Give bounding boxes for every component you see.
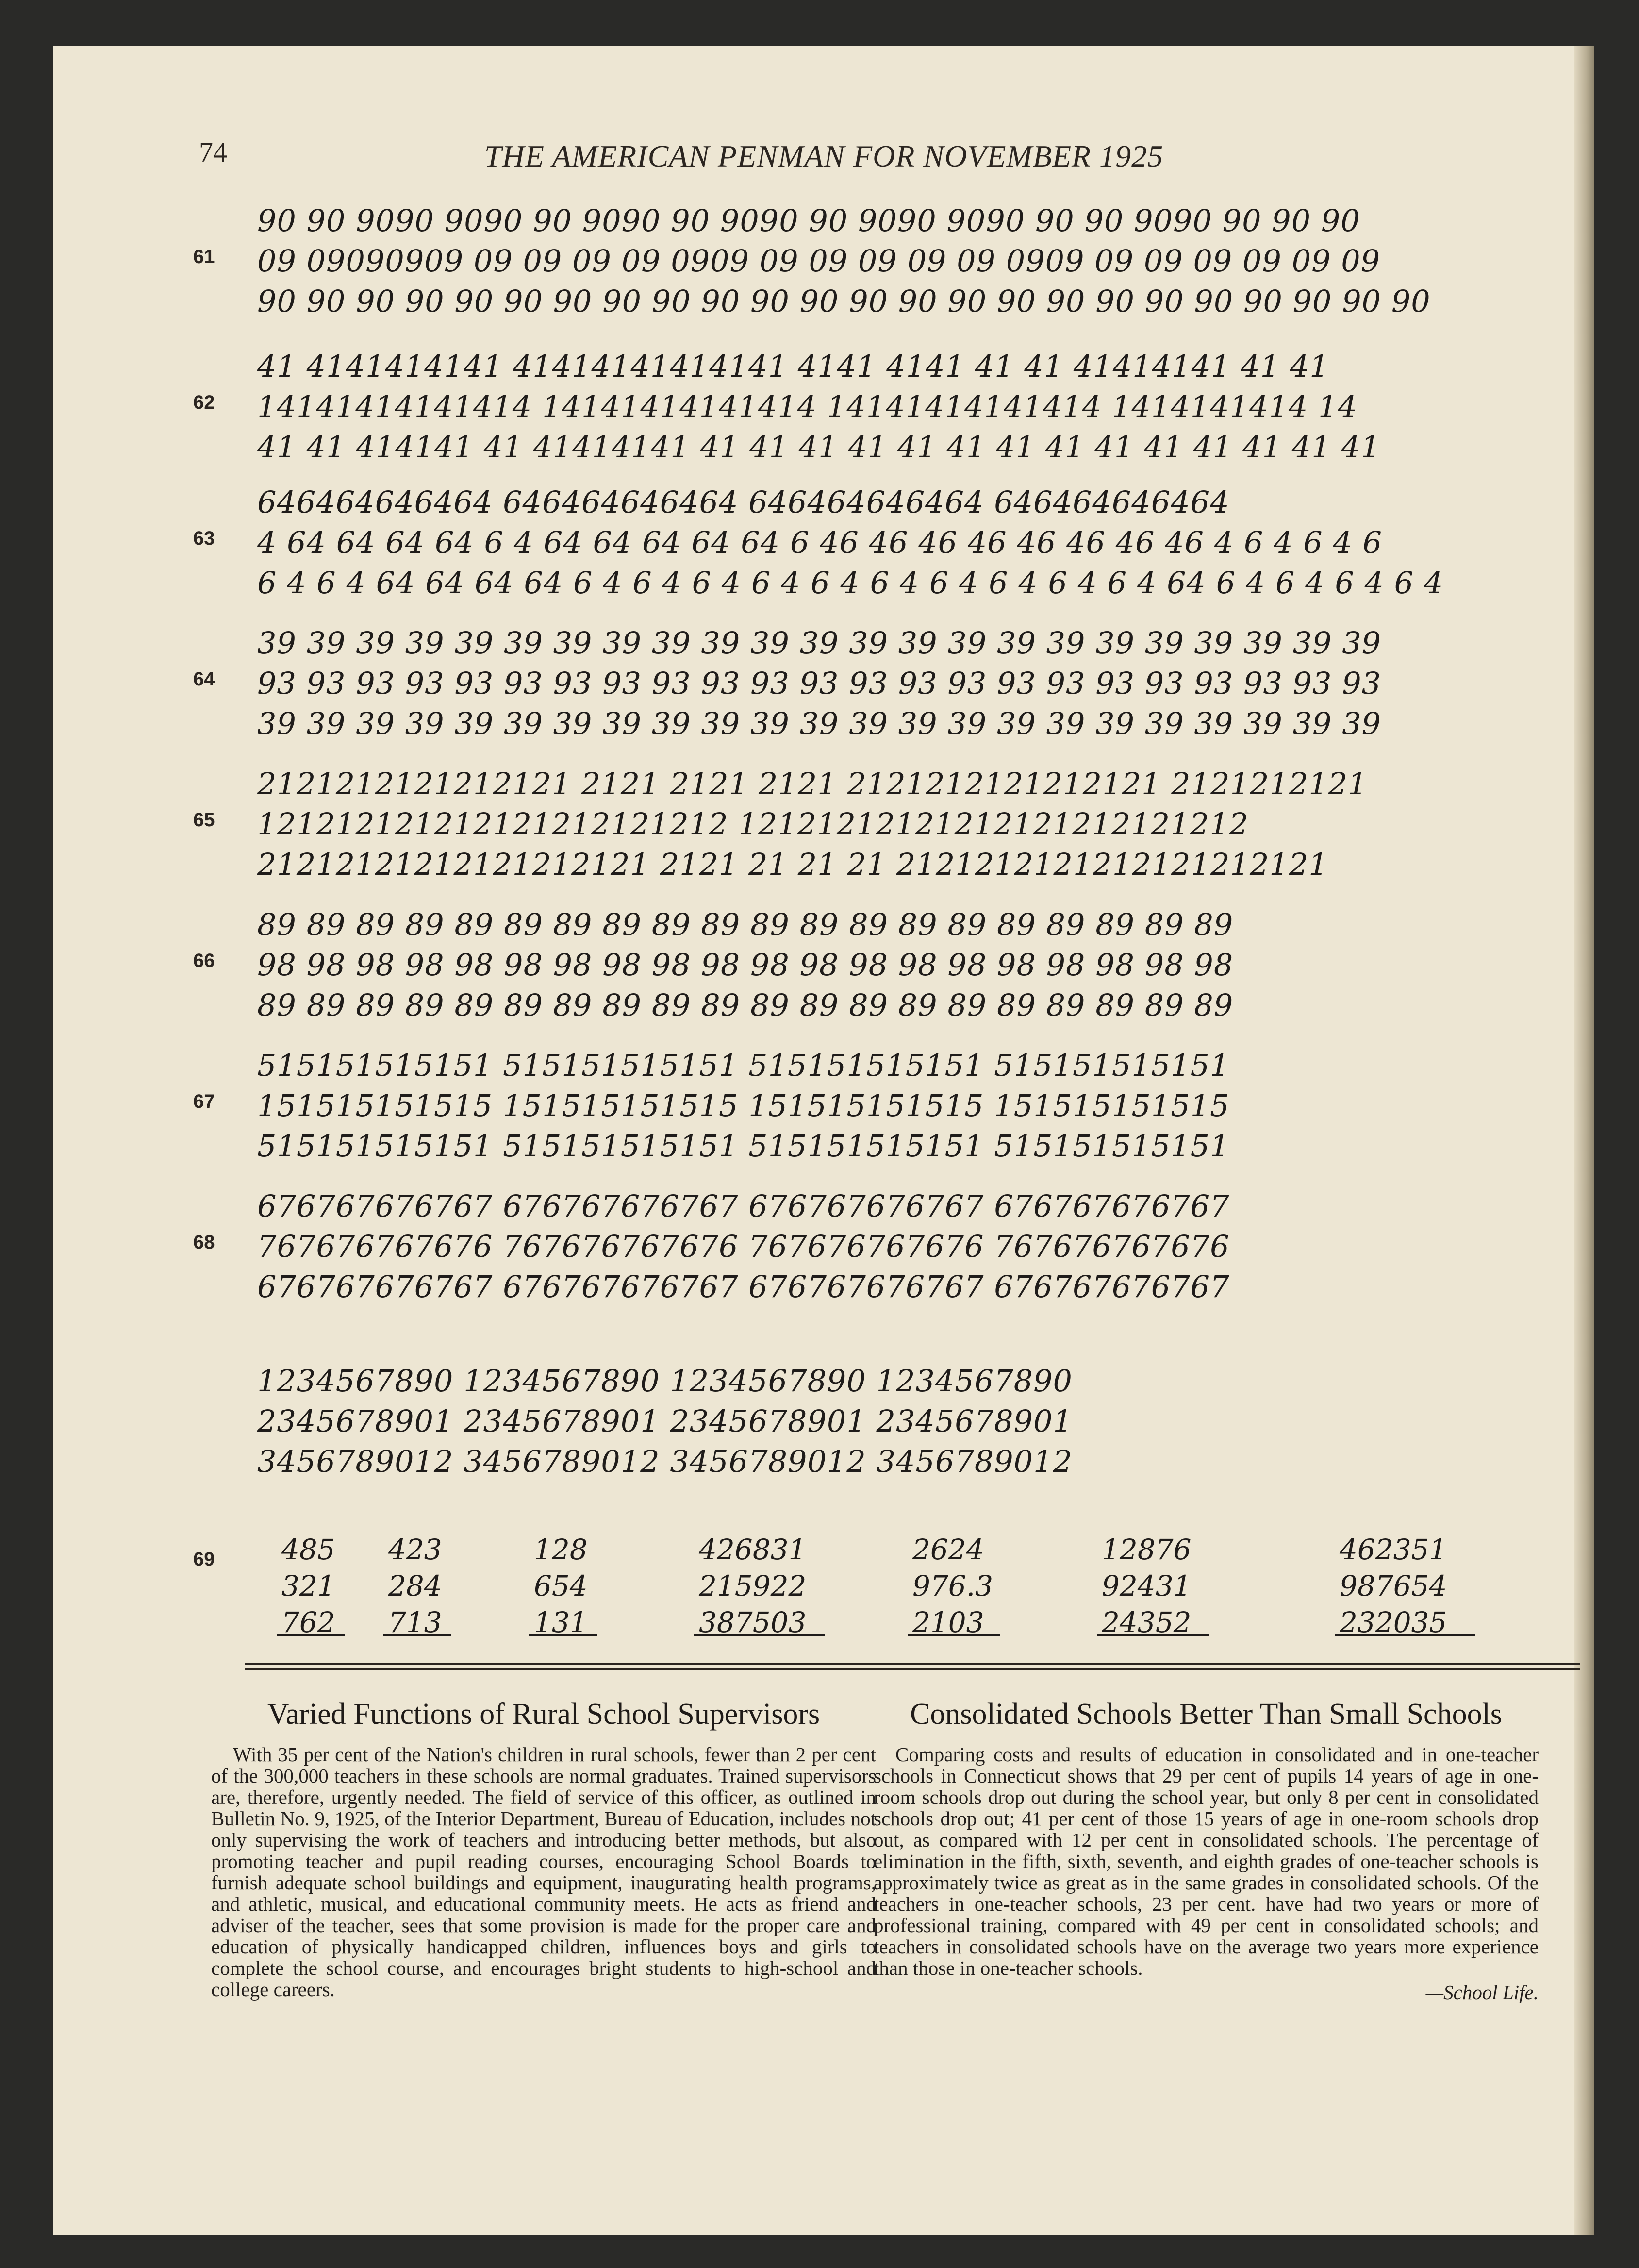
article-source: —School Life.	[1425, 1981, 1539, 2003]
drill-line: 515151515151 515151515151 515151515151 515151515151	[257, 1048, 1230, 1083]
drill-line: 90 90 90 90 90 90 90 90 90 90 90 90 90 90 90 90 90 90 90 90 90 90 90 90	[257, 284, 1431, 319]
drill-line: 90 90 9090 9090 90 9090 90 9090 90 9090 9090 90 90 9090 90 90 90	[257, 203, 1360, 238]
drill-67	[53, 1036, 1594, 1177]
drill-66	[53, 896, 1594, 1036]
drill-line: 121212121212121212121212 12121212121212121212121212	[257, 806, 1249, 842]
addend: 485	[281, 1533, 335, 1566]
drill-line: 41 4141414141 41414141414141 4141 4141 41 41 41414141 41 41	[257, 349, 1329, 384]
drill-62	[53, 337, 1594, 478]
drill-line: 151515151515 151515151515 151515151515 151515151515	[257, 1088, 1230, 1123]
drill-number: 68	[193, 1232, 215, 1253]
sum-underline	[1335, 1634, 1475, 1636]
drill-line: 2345678901 2345678901 2345678901 2345678901	[257, 1403, 1073, 1439]
sum: 131	[534, 1606, 588, 1639]
article-body: With 35 per cent of the Nation's children in rural schools, fewer than 2 per cent of the 300,000 teachers in these schools are normal graduates. Trained supervisors are, therefore, urgently needed. The field of service of this officer, as outlined in Bulletin No. 9, 1925, of the Interior Department, Bureau of Education, includes not only supervising the work of teachers and introducing better methods, but also promoting teacher and pupil reading courses, encouraging School Boards to furnish adequate school buildings and equipment, inaugurating health programs, and athletic, musical, and educational community meets. He acts as friend and adviser of the teacher, sees that some provision is made for the proper care and education of physically handicapped children, influences boys and girls to complete the school course, and encourages bright students to high-school and college careers.	[211, 1743, 876, 2001]
drill-line: 09 09090909 09 09 09 09 0909 09 09 09 09 09 0909 09 09 09 09 09 09	[257, 243, 1381, 279]
drill-line: 2121212121212121 2121 2121 2121 2121212121212121 2121212121	[257, 766, 1368, 801]
drill-line: 39 39 39 39 39 39 39 39 39 39 39 39 39 39 39 39 39 39 39 39 39 39 39	[257, 706, 1382, 741]
drill-number: 63	[193, 528, 215, 549]
sum: 232035	[1340, 1606, 1447, 1639]
drill-line: 676767676767 676767676767 676767676767 676767676767	[257, 1269, 1230, 1304]
drill-68	[53, 1177, 1594, 1318]
drill-line: 14141414141414 14141414141414 14141414141414 1414141414 14	[257, 389, 1358, 424]
addend: 654	[534, 1569, 588, 1602]
addend: 423	[388, 1533, 442, 1566]
drill-number: 61	[193, 246, 215, 267]
addend: 976.3	[912, 1569, 993, 1602]
section-rule	[245, 1663, 1580, 1665]
drill-number: 62	[193, 392, 215, 413]
sum: 24352	[1102, 1606, 1192, 1639]
sum: 2103	[912, 1606, 984, 1639]
drill-line: 676767676767 676767676767 676767676767 676767676767	[257, 1188, 1230, 1224]
section-rule	[245, 1668, 1580, 1670]
drill-number: 64	[193, 668, 215, 690]
drill-line: 646464646464 646464646464 646464646464 646464646464	[257, 484, 1230, 520]
drill-69	[53, 1524, 1594, 1655]
drill-line: 93 93 93 93 93 93 93 93 93 93 93 93 93 93 93 93 93 93 93 93 93 93 93	[257, 666, 1382, 701]
drill-line: 21212121212121212121 2121 21 21 21 2121212121212121212121	[257, 847, 1328, 882]
drill-line: 515151515151 515151515151 515151515151 515151515151	[257, 1128, 1230, 1164]
addend: 92431	[1102, 1569, 1192, 1602]
addition-problem	[699, 1524, 903, 1651]
addend: 426831	[699, 1533, 807, 1566]
addend: 987654	[1340, 1569, 1447, 1602]
addend: 215922	[699, 1569, 807, 1602]
addend: 12876	[1102, 1533, 1192, 1566]
drill-line: 767676767676 767676767676 767676767676 767676767676	[257, 1229, 1230, 1264]
sum-underline	[694, 1634, 825, 1636]
sum-underline	[1097, 1634, 1209, 1636]
drill-line: 89 89 89 89 89 89 89 89 89 89 89 89 89 89 89 89 89 89 89 89	[257, 907, 1234, 942]
sum-underline	[277, 1634, 345, 1636]
addend: 284	[388, 1569, 442, 1602]
addend: 2624	[912, 1533, 984, 1566]
sum-underline	[383, 1634, 451, 1636]
drill-number: 67	[193, 1091, 215, 1112]
addend: 462351	[1340, 1533, 1447, 1566]
drill-numerals	[53, 1352, 1594, 1493]
addend: 321	[281, 1569, 335, 1602]
article-title: Varied Functions of Rural School Supervisors	[267, 1698, 820, 1731]
sum-underline	[908, 1634, 1000, 1636]
drill-line: 1234567890 1234567890 1234567890 1234567890	[257, 1363, 1073, 1399]
drill-line: 89 89 89 89 89 89 89 89 89 89 89 89 89 89 89 89 89 89 89 89	[257, 987, 1234, 1023]
drill-line: 6 4 6 4 64 64 64 64 6 4 6 4 6 4 6 4 6 4 6 4 6 4 6 4 6 4 6 4 64 6 4 6 4 6 4 6 4	[257, 565, 1444, 600]
article-consolidated-schools	[874, 1697, 1539, 2004]
book-page	[53, 46, 1594, 2235]
running-head: THE AMERICAN PENMAN FOR NOVEMBER 1925	[484, 139, 1164, 173]
drill-64	[53, 614, 1594, 755]
addend: 128	[534, 1533, 588, 1566]
article-title: Consolidated Schools Better Than Small Schools	[910, 1698, 1502, 1731]
addition-problem	[1340, 1524, 1543, 1651]
drill-line: 41 41 414141 41 41414141 41 41 41 41 41 41 41 41 41 41 41 41 41 41	[257, 429, 1381, 465]
sum-underline	[529, 1634, 597, 1636]
drill-63	[53, 473, 1594, 614]
addition-problem	[1102, 1524, 1306, 1651]
sum: 762	[281, 1606, 335, 1639]
sum: 387503	[699, 1606, 807, 1639]
drill-number: 69	[193, 1549, 215, 1570]
drill-number: 66	[193, 950, 215, 971]
article-body: Comparing costs and results of education in consolidated and in one-teacher schools in Connecticut shows that 29 per cent of pupils 14 years of age in one-room schools drop out during the school year, but only 8 per cent in consolidated schools drop out; 41 per cent of those 15 years of age in one-room schools drop out, as compared with 12 per cent in consolidated schools. The percentage of elimination in the fifth, sixth, seventh, and eighth grades of one-teacher schools is approximately twice as great as in the same grades in consolidated schools. Of the teachers in one-teacher schools, 23 per cent. have had two years or more of professional training, compared with 49 per cent in consolidated schools; and teachers in consolidated schools have on the average two years more experience than those in one-teacher schools.	[874, 1743, 1539, 1979]
page-number: 74	[199, 136, 227, 168]
article-rural-supervisors	[211, 1697, 876, 2000]
drill-line: 98 98 98 98 98 98 98 98 98 98 98 98 98 98 98 98 98 98 98 98	[257, 947, 1234, 983]
drill-65	[53, 755, 1594, 896]
drill-line: 39 39 39 39 39 39 39 39 39 39 39 39 39 39 39 39 39 39 39 39 39 39 39	[257, 625, 1382, 661]
drill-number: 65	[193, 809, 215, 831]
drill-61	[53, 192, 1594, 333]
sum: 713	[388, 1606, 442, 1639]
drill-line: 3456789012 3456789012 3456789012 3456789012	[257, 1444, 1073, 1479]
addition-problem	[912, 1524, 1116, 1651]
drill-line: 4 64 64 64 64 6 4 64 64 64 64 64 6 46 46 46 46 46 46 46 46 4 6 4 6 4 6	[257, 525, 1383, 560]
